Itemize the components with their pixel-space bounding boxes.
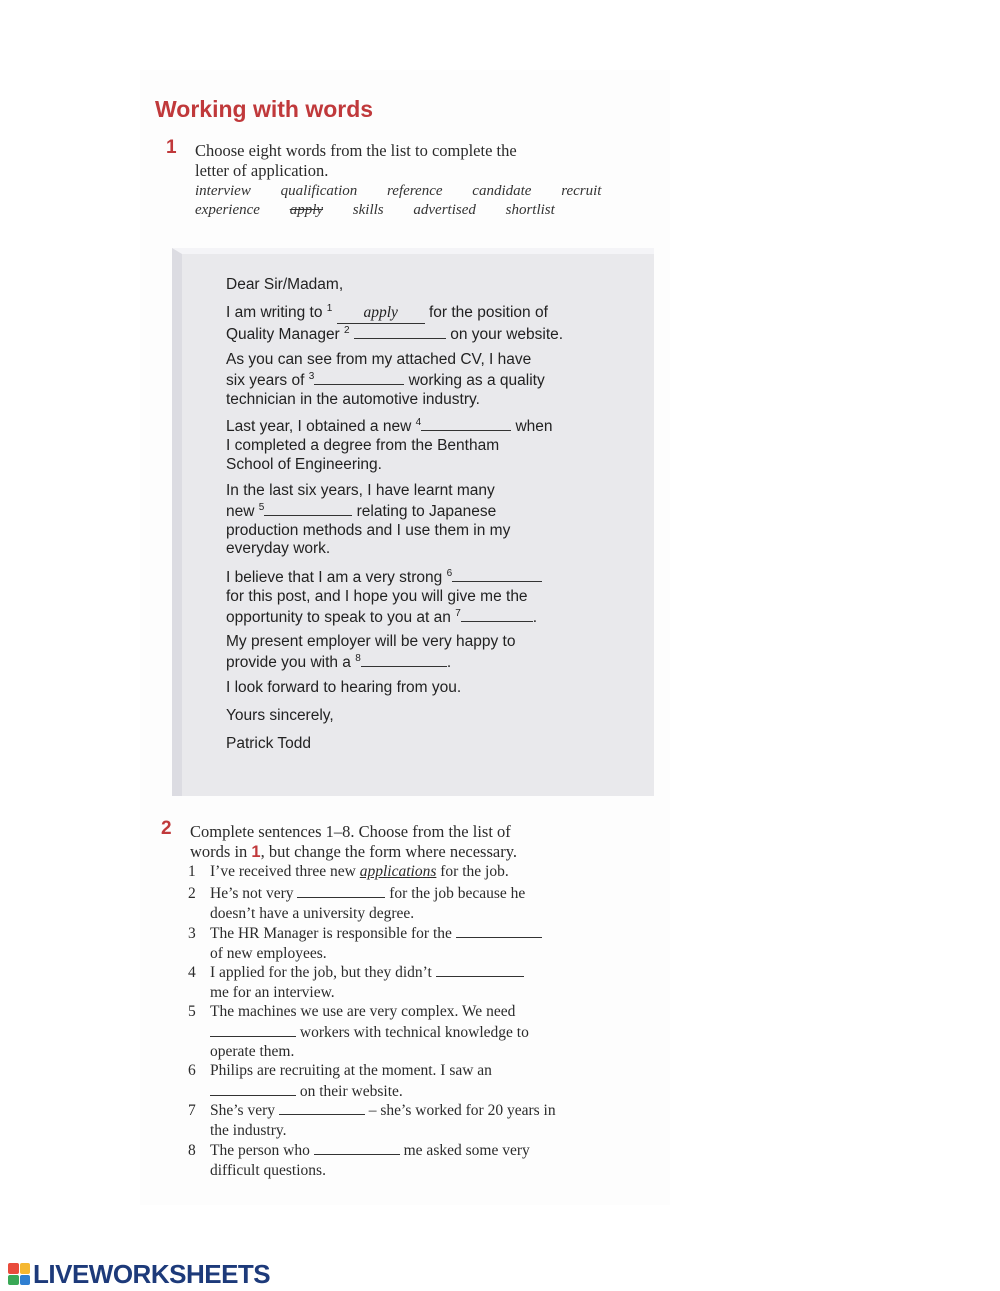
- word-item: shortlist: [505, 201, 555, 218]
- sentence-7-gap[interactable]: [279, 1100, 365, 1115]
- sentence-6-gap[interactable]: [210, 1081, 296, 1096]
- gap-5[interactable]: [264, 501, 352, 516]
- word-item: qualification: [280, 183, 358, 199]
- logo-square: [20, 1275, 31, 1286]
- sentence-3-gap[interactable]: [456, 923, 542, 938]
- gap-3[interactable]: [314, 370, 404, 385]
- logo-square: [20, 1263, 31, 1274]
- exercise-1-reference: 1: [251, 843, 261, 861]
- logo-square: [8, 1275, 19, 1286]
- sentence-item-5: 5 The machines we use are very complex. We need workers with technical knowledge to operate them.: [188, 1003, 529, 1060]
- letter-paragraph-6: My present employer will be very happy to provide you with a $^8$ .: [226, 633, 516, 671]
- word-item: experience: [195, 201, 260, 218]
- logo-text: LIVEWORKSHEETS: [33, 1258, 271, 1289]
- sentence-item-2: 2 He’s not very for the job because he doesn’t have a university degree.: [188, 885, 526, 922]
- word-item: advertised: [413, 201, 476, 218]
- sentence-item-6: 6 Philips are recruiting at the moment. I saw an on their website.: [188, 1062, 492, 1100]
- sentence-2-gap[interactable]: [297, 883, 385, 898]
- letter-paragraph-4: In the last six years, I have learnt many new $^5$ relating to Japanese production methods and I use them in my everyday work.: [226, 482, 511, 558]
- gap-1-answer[interactable]: apply: [337, 304, 425, 324]
- exercise-2-instruction: [190, 822, 517, 862]
- word-item: candidate: [472, 183, 532, 199]
- word-list: [195, 182, 635, 219]
- logo-mark-icon: [8, 1263, 30, 1285]
- letter-sign-off: Yours sincerely,: [226, 707, 334, 724]
- sentence-item-3: 3 The HR Manager is responsible for the of new employees.: [188, 923, 658, 963]
- sentence-1-answer[interactable]: applications: [359, 863, 437, 880]
- gap-6[interactable]: [452, 567, 542, 582]
- liveworksheets-logo[interactable]: [8, 1260, 270, 1288]
- sentence-4-gap[interactable]: [436, 962, 524, 977]
- letter-paragraph-5: I believe that I am a very strong $^6$ for this post, and I hope you will give me the opportunity to speak to you at an $^7$ .: [226, 567, 646, 627]
- letter-closing-line: I look forward to hearing from you.: [226, 679, 462, 696]
- word-item: interview: [195, 183, 251, 199]
- word-item: reference: [387, 183, 443, 199]
- sentence-item-1: 1 I’ve received three new applications for the job.: [188, 863, 509, 880]
- gap-2[interactable]: [354, 324, 446, 339]
- instruction-line: Complete sentences 1–8. Choose from the list of: [190, 822, 511, 841]
- logo-square: [8, 1263, 19, 1274]
- letter-paragraph-2: As you can see from my attached CV, I have six years of $^3$ working as a quality technician in the automotive industry.: [226, 351, 545, 408]
- exercise-1-number: 1: [166, 137, 177, 158]
- exercise-2-number: 2: [161, 818, 172, 839]
- letter-paragraph-1: I am writing to $^1$ apply for the position of Quality Manager $^2$ on your website.: [226, 303, 564, 343]
- letter-greeting: Dear Sir/Madam,: [226, 276, 344, 293]
- instruction-line: letter of application.: [195, 161, 329, 180]
- letter-signature: Patrick Todd: [226, 735, 312, 752]
- sentence-8-gap[interactable]: [314, 1140, 400, 1155]
- sentence-5-gap[interactable]: [210, 1022, 296, 1037]
- exercise-1-instruction: [195, 141, 517, 181]
- sentence-item-8: 8 The person who me asked some very difficult questions.: [188, 1142, 530, 1179]
- gap-8[interactable]: [361, 652, 447, 667]
- gap-4[interactable]: [421, 416, 511, 431]
- sentence-item-4: 4 I applied for the job, but they didn’t me for an interview.: [188, 962, 658, 1002]
- letter-paragraph-3: Last year, I obtained a new $^4$ when I completed a degree from the Bentham School of Engineering.: [226, 417, 553, 473]
- instruction-line: Choose eight words from the list to complete the: [195, 141, 517, 160]
- section-heading: Working with words: [155, 96, 374, 122]
- word-item-used: apply: [289, 201, 324, 218]
- word-item: recruit: [561, 183, 602, 199]
- instruction-line: words in 1, but change the form where necessary.: [190, 842, 518, 861]
- sentence-item-7: 7 She’s very – she’s worked for 20 years in the industry.: [188, 1102, 556, 1139]
- gap-7[interactable]: [461, 607, 533, 622]
- word-item: skills: [352, 201, 384, 218]
